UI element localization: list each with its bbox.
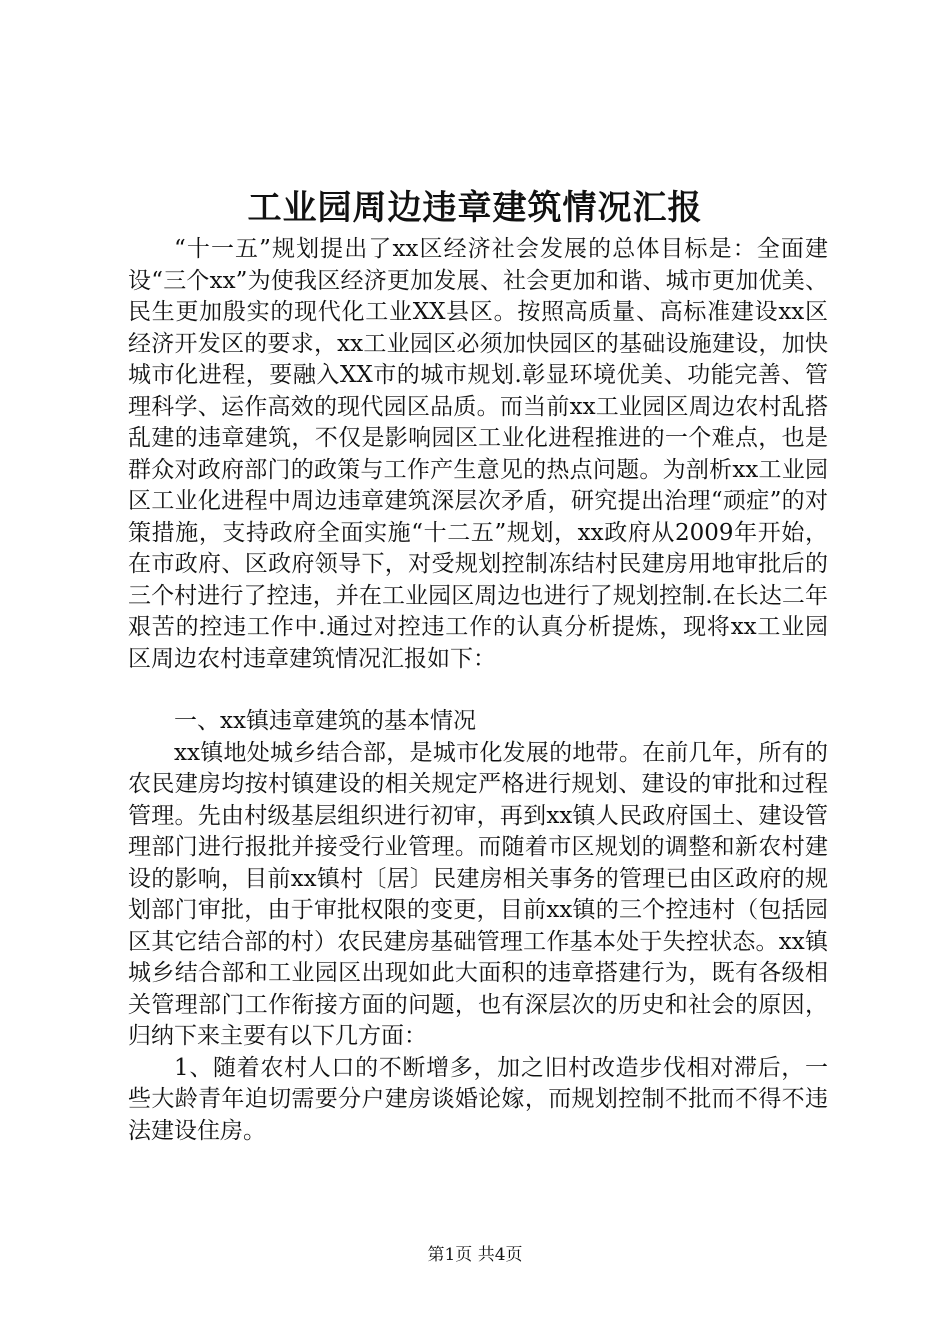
document-title: 工业园周边违章建筑情况汇报 — [247, 188, 703, 228]
section-heading: 一、xx镇违章建筑的基本情况 — [174, 708, 476, 734]
section-paragraph: xx镇地处城乡结合部，是城市化发展的地带。在前几年，所有的农民建房均按村镇建设的相关规定严格进行规划、建设的审批和过程管理。先由村级基层组织进行初审，再到xx镇人民政府国土、建设管理部门进行报批并接受行业管理。而随着市区规划的调整和新农村建设的影响，目前xx镇村〔居〕民建房相关事务的管理已由区政府的规划部门审批，由于审批权限的变更，目前xx镇的三个控违村（包括园区其它结合部的村）农民建房基础管理工作基本处于失控状态。xx镇城乡结合部和工业园区出现如此大面积的违章搭建行为，既有各级相关管理部门工作衔接方面的问题，也有深层次的历史和社会的原因，归纳下来主要有以下几方面： — [128, 739, 828, 1049]
page-number-footer: 第1页 共4页 — [427, 1245, 523, 1265]
document-body — [128, 234, 828, 1147]
list-item-paragraph: 1、随着农村人口的不断增多，加之旧村改造步伐相对滞后，一些大龄青年迫切需要分户建房谈婚论嫁，而规划控制不批而不得不违法建设住房。 — [128, 1054, 828, 1144]
intro-paragraph: “十一五”规划提出了xx区经济社会发展的总体目标是：全面建设“三个xx”为使我区经济更加发展、社会更加和谐、城市更加优美、民生更加殷实的现代化工业XX县区。按照高质量、高标准建设xx区经济开发区的要求，xx工业园区必须加快园区的基础设施建设，加快城市化进程，要融入XX市的城市规划.彰显环境优美、功能完善、管理科学、运作高效的现代园区品质。而当前xx工业园区周边农村乱搭乱建的违章建筑，不仅是影响园区工业化进程推进的一个难点，也是群众对政府部门的政策与工作产生意见的热点问题。为剖析xx工业园区工业化进程中周边违章建筑深层次矛盾，研究提出治理“顽症”的对策措施，支持政府全面实施“十二五”规划，xx政府从2009年开始，在市政府、区政府领导下，对受规划控制冻结村民建房用地审批后的三个村进行了控违，并在工业园区周边也进行了规划控制.在长达二年艰苦的控违工作中.通过对控违工作的认真分析提炼，现将xx工业园区周边农村违章建筑情况汇报如下： — [128, 236, 828, 672]
